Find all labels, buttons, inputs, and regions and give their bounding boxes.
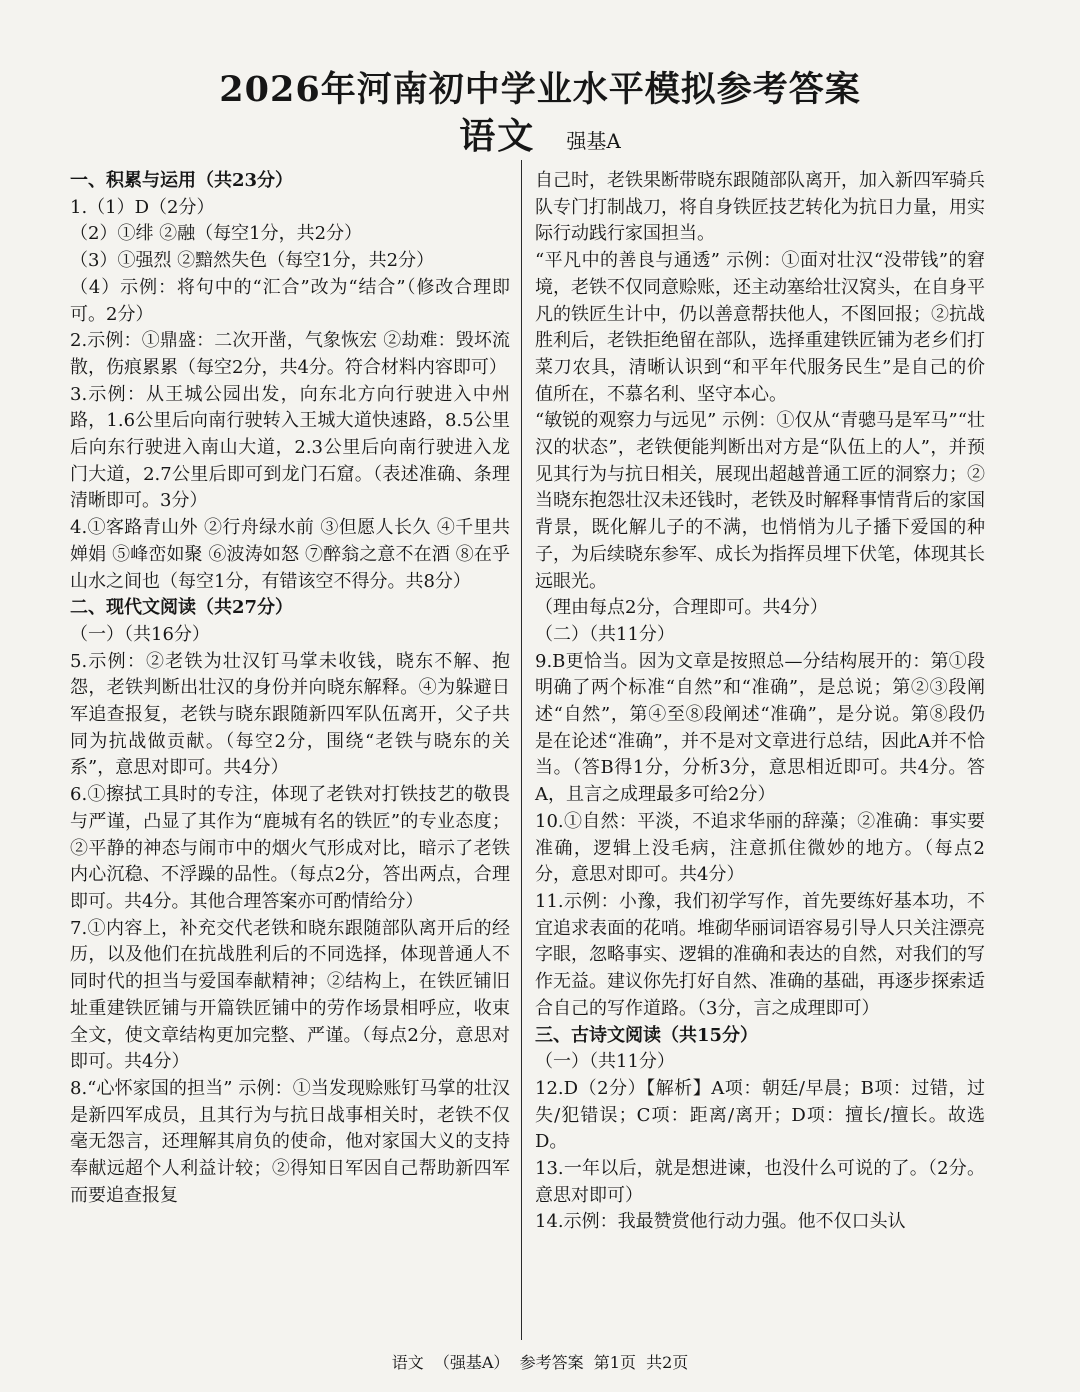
answer-paragraph: 10.①自然：平淡，不追求华丽的辞藻；②准确：事实要准确，逻辑上没毛病，注意抓住微妙的地方。（每点2分，意思对即可。共4分） [535, 810, 985, 886]
section-heading: 二、现代文阅读（共27分） [70, 597, 294, 619]
page-footer: 语文 （强基A） 参考答案 第1页 共2页 [391, 1353, 689, 1372]
answer-paragraph: 1.（1）D（2分） [70, 196, 215, 218]
answer-paragraph: 3.示例：从王城公园出发，向东北方向行驶进入中州路，1.6公里后向南行驶转入王城大道快速路，8.5公里后向东行驶进入南山大道，2.3公里后向南行驶进入龙门大道，2.7公里后即可到龙门石窟。（表述准确、条理清晰即可。3分） [70, 383, 510, 512]
answer-paragraph: （二）（共11分） [535, 623, 675, 645]
answer-paragraph: （一）（共16分） [70, 623, 210, 645]
subtitle [0, 108, 1080, 159]
answer-paragraph: 4.①客路青山外 ②行舟绿水前 ③但愿人长久 ④千里共婵娟 ⑤峰峦如聚 ⑥波涛如怒 ⑦醉翁之意不在酒 ⑧在乎山水之间也（每空1分，有错该空不得分。共8分） [70, 517, 510, 592]
answer-paragraph: 8.“心怀家国的担当” 示例：①当发现赊账钉马掌的壮汉是新四军成员，且其行为与抗日战事相关时，老铁不仅毫无怨言，还理解其肩负的使命，他对家国大义的支持奉献远超个人利益计较；②得知日军因自己帮助新四军而要追查报复 [70, 1077, 510, 1206]
answer-paragraph: （理由每点2分，合理即可。共4分） [535, 597, 828, 619]
right-column [535, 168, 985, 1236]
answer-paragraph: 9.B更恰当。因为文章是按照总—分结构展开的：第①段明确了两个标准“自然”和“准确”，是总说；第②③段阐述“自然”，第④至⑧段阐述“准确”，是分说。第⑧段仍是在论述“准确”，并不是对文章进行总结，因此A并不恰当。（答B得1分，分析3分，意思相近即可。共4分。答A，且言之成理最多可给2分） [535, 650, 985, 806]
answer-paragraph: 2.示例：①鼎盛：二次开凿，气象恢宏 ②劫难：毁坏流散，伤痕累累（每空2分，共4分。符合材料内容即可） [70, 330, 510, 378]
section-heading: 三、古诗文阅读（共15分） [535, 1024, 759, 1046]
subject-label: 语文 [459, 115, 536, 157]
answer-paragraph: 自己时，老铁果断带晓东跟随部队离开，加入新四军骑兵队专门打制战刀，将自身铁匠技艺转化为抗日力量，用实际行动践行家国担当。 [535, 170, 985, 245]
answer-paragraph: 7.①内容上，补充交代老铁和晓东跟随部队离开后的经历，以及他们在抗战胜利后的不同选择，体现普通人不同时代的担当与爱国奉献精神；②结构上，在铁匠铺旧址重建铁匠铺与开篇铁匠铺中的劳作场景相呼应，收束全文，使文章结构更加完整、严谨。（每点2分，意思对即可。共4分） [70, 917, 510, 1073]
answer-paragraph: 11.示例：小豫，我们初学写作，首先要练好基本功，不宜追求表面的花哨。堆砌华丽词语容易引导人只关注漂亮字眼，忽略事实、逻辑的准确和表达的自然，对我们的写作无益。建议你先打好自然、准确的基础，再逐步探索适合自己的写作道路。（3分，言之成理即可） [535, 890, 985, 1019]
answer-paragraph: （4）示例：将句中的“汇合”改为“结合”（修改合理即可。2分） [70, 276, 510, 325]
answer-paragraph: 14.示例：我最赞赏他行动力强。他不仅口头认 [535, 1211, 906, 1233]
version-label: 强基A [566, 129, 621, 153]
answer-paragraph: 13.一年以后，就是想进谏，也没什么可说的了。（2分。意思对即可） [535, 1158, 985, 1206]
answer-paragraph: “敏锐的观察力与远见” 示例：①仅从“青骢马是军马”“壮汉的状态”，老铁便能判断出对方是“队伍上的人”，并预见其行为与抗日相关，展现出超越普通工匠的洞察力；②当晓东抱怨壮汉未还钱时，老铁及时解释事情背后的家国背景，既化解儿子的不满，也悄悄为儿子播下爱国的种子，为后续晓东参军、成长为指挥员埋下伏笔，体现其长远眼光。 [535, 410, 985, 592]
page-title: 2026年河南初中学业水平模拟参考答案 [219, 69, 861, 110]
answer-paragraph: “平凡中的善良与通透” 示例：①面对壮汉“没带钱”的窘境，老铁不仅同意赊账，还主动塞给壮汉窝头，在自身平凡的铁匠生计中，仍以善意帮扶他人，不图回报；②抗战胜利后，老铁拒绝留在部队，选择重建铁匠铺为老乡们打菜刀农具，清晰认识到“和平年代服务民生”是自己的价值所在，不慕名利、坚守本心。 [535, 250, 985, 405]
answer-paragraph: 6.①擦拭工具时的专注，体现了老铁对打铁技艺的敬畏与严谨，凸显了其作为“鹿城有名的铁匠”的专业态度；②平静的神态与闹市中的烟火气形成对比，暗示了老铁内心沉稳、不浮躁的品性。（每点2分，答出两点，合理即可。共4分。其他合理答案亦可酌情给分） [70, 784, 510, 912]
left-column [70, 168, 510, 1209]
answer-paragraph: 12.D（2分）【解析】A项：朝廷/早晨；B项：过错，过失/犯错误；C项：距离/离开；D项：擅长/擅长。故选D。 [535, 1077, 985, 1153]
section-heading: 一、积累与运用（共23分） [70, 170, 294, 191]
column-divider [521, 160, 522, 1340]
answer-paragraph: （一）（共11分） [535, 1051, 675, 1073]
answer-paragraph: （2）①绯 ②融（每空1分，共2分） [70, 223, 363, 245]
answer-paragraph: 5.示例：②老铁为壮汉钉马掌未收钱，晓东不解、抱怨，老铁判断出壮汉的身份并向晓东解释。④为躲避日军追查报复，老铁与晓东跟随新四军队伍离开，父子共同为抗战做贡献。（每空2分，围绕“老铁与晓东的关系”，意思对即可。共4分） [70, 650, 510, 779]
answer-paragraph: （3）①强烈 ②黯然失色（每空1分，共2分） [70, 250, 435, 272]
